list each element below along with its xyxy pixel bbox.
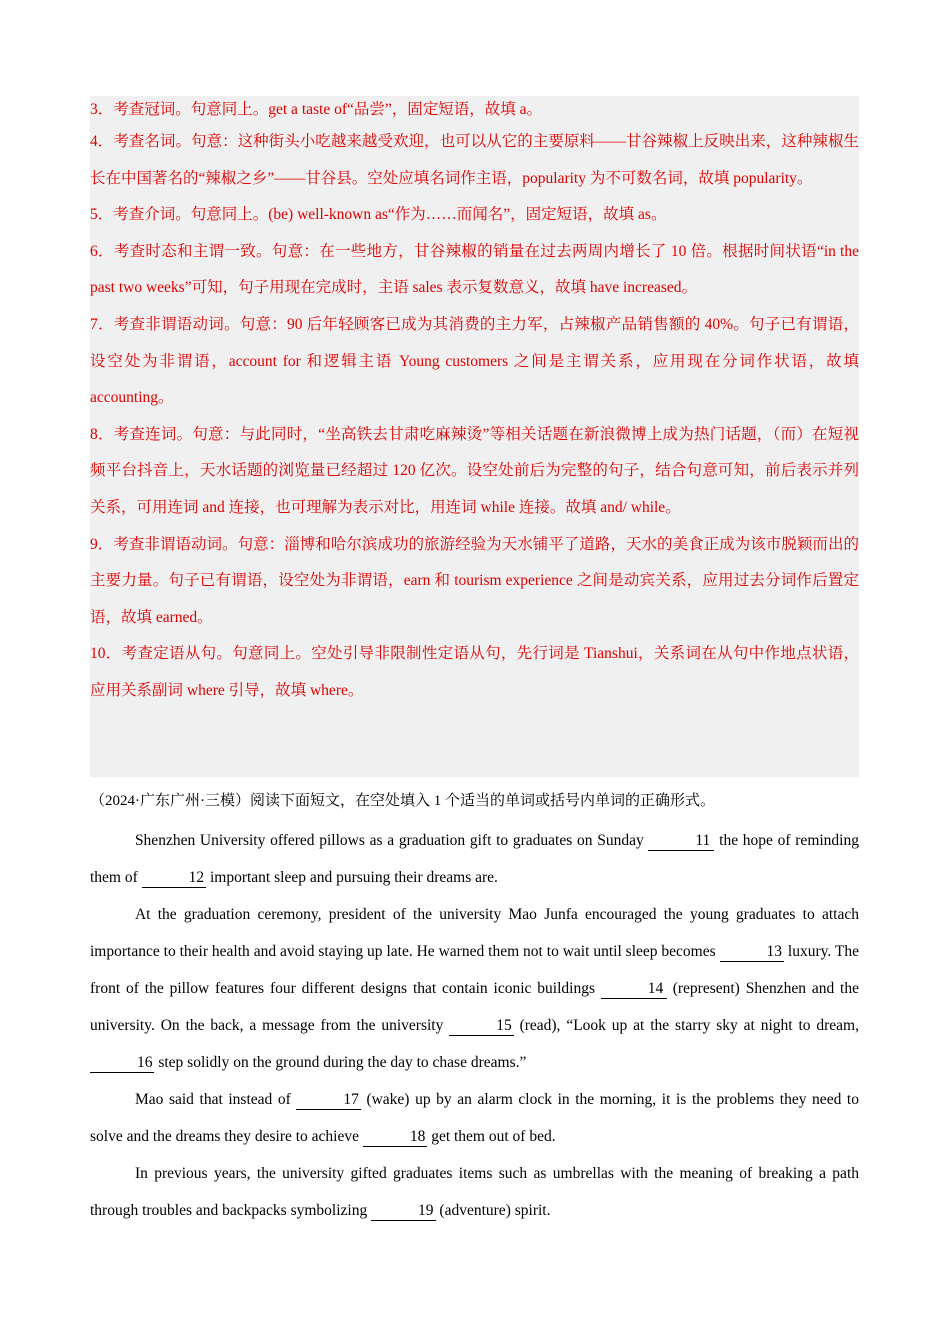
text: At the graduation ceremony, president of the university Mao Junfa encouraged the young graduates to attach importance to their health and avoid staying up late. He warned them not to wait until sleep becomes [90, 906, 859, 960]
text: get them out of bed. [427, 1128, 556, 1145]
answer-explanations [90, 96, 859, 777]
cloze-passage [90, 822, 859, 1229]
text: luxury. The front of the pillow features four different designs that contain iconic buildings [90, 943, 859, 997]
blank-15[interactable]: 15 [449, 1017, 513, 1036]
blank-12[interactable]: 12 [142, 869, 206, 888]
answer-8: 8．考查连词。句意：与此同时，“坐高铁去甘肃吃麻辣烫”等相关话题在新浪微博上成为热门话题，（而）在短视频平台抖音上，天水话题的浏览量已经超过 120 亿次。设空处前后为完整的句子，结合句意可知，前后表示并列关系，可用连词 and 连接，也可理解为表示对比，用连词 while 连接。故填 and/ while。 [90, 425, 859, 516]
blank-17[interactable]: 17 [296, 1091, 360, 1110]
paragraph-4 [90, 1155, 859, 1229]
paragraph-3 [90, 1081, 859, 1155]
text: Mao said that instead of [134, 1091, 297, 1108]
paragraph-2 [90, 896, 859, 1081]
blank-14[interactable]: 14 [601, 980, 667, 999]
answer-9: 9．考查非谓语动词。句意：淄博和哈尔滨成功的旅游经验为天水铺平了道路，天水的美食正成为该市脱颖而出的主要力量。句子已有谓语，设空处为非谓语，earn 和 tourism experience 之间是动宾关系，应用过去分词作后置定语，故填 earned。 [90, 535, 859, 626]
answer-4: 4．考查名词。句意：这种街头小吃越来越受欢迎，也可以从它的主要原料——甘谷辣椒上反映出来，这种辣椒生长在中国著名的“辣椒之乡”——甘谷县。空处应填名词作主语，popularity 为不可数名词，故填 popularity。 [90, 133, 859, 187]
text: Shenzhen University offered pillows as a graduation gift to graduates on Sunday [134, 832, 649, 849]
text: (read), “Look up at the starry sky at night to dream, [513, 1017, 859, 1034]
blank-19[interactable]: 19 [371, 1202, 435, 1221]
text: important sleep and pursuing their dreams are. [206, 869, 498, 886]
text: (wake) up by an alarm clock in the morning, it is the problems they need to solve and the dreams they desire to achieve [90, 1091, 859, 1145]
text: the hope of reminding them of [90, 832, 859, 886]
answer-3: 3．考查冠词。句意同上。get a taste of“品尝”，固定短语，故填 a。 [90, 101, 543, 118]
blank-11[interactable]: 11 [648, 832, 714, 851]
exercise-source: （2024·广东广州·三模）阅读下面短文，在空处填入 1 个适当的单词或括号内单词的正确形式。 [90, 793, 715, 809]
text: step solidly on the ground during the day to chase dreams.” [154, 1054, 527, 1071]
text: In previous years, the university gifted graduates items such as umbrellas with the meaning of breaking a path through troubles and backpacks symbolizing [90, 1165, 859, 1219]
blank-18[interactable]: 18 [363, 1128, 427, 1147]
blank-16[interactable]: 16 [90, 1054, 154, 1073]
text: (adventure) spirit. [435, 1202, 551, 1219]
text: (represent) Shenzhen and the university. On the back, a message from the university [90, 980, 859, 1034]
answer-5: 5．考查介词。句意同上。(be) well-known as“作为……而闻名”，固定短语，故填 as。 [90, 206, 667, 224]
answer-10: 10．考查定语从句。句意同上。空处引导非限制性定语从句，先行词是 Tianshui，关系词在从句中作地点状语，应用关系副词 where 引导，故填 where。 [90, 645, 859, 699]
answer-7: 7．考查非谓语动词。句意：90 后年轻顾客已成为其消费的主力军，占辣椒产品销售额的 40%。句子已有谓语，设空处为非谓语，account for 和逻辑主语 Young customers 之间是主谓关系，应用现在分词作状语，故填 accounting。 [90, 315, 859, 407]
answer-6: 6．考查时态和主谓一致。句意：在一些地方，甘谷辣椒的销量在过去两周内增长了 10 倍。根据时间状语“in the past two weeks”可知，句子用现在完成时，主语 sales 表示复数意义，故填 have increased。 [90, 242, 859, 297]
blank-13[interactable]: 13 [720, 943, 784, 962]
paragraph-1 [90, 822, 859, 896]
